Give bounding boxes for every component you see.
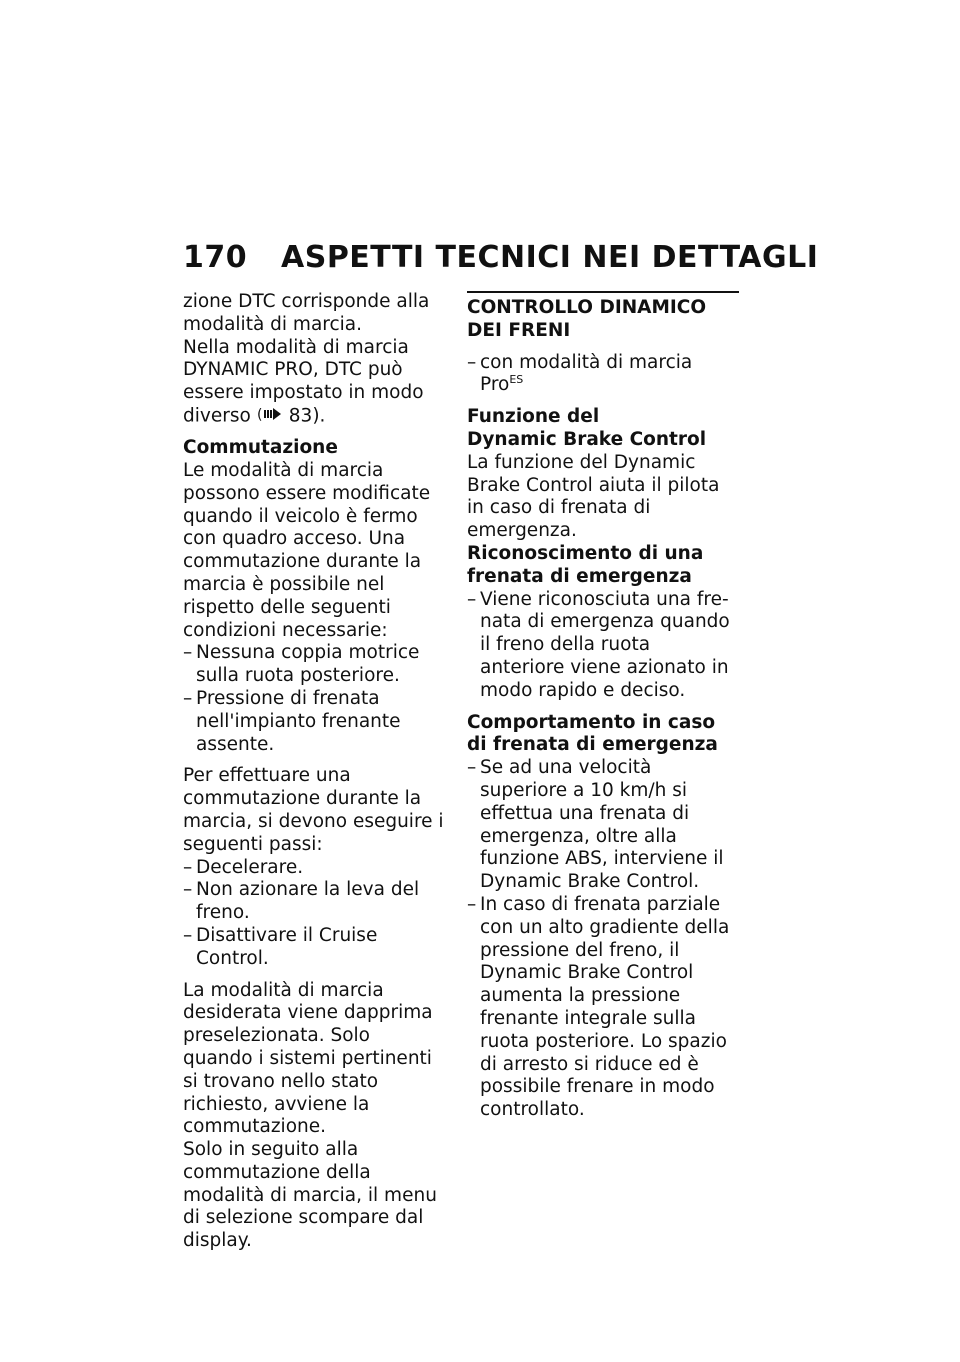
section-title: CONTROLLO DINAMICO DEI FRENI (467, 297, 707, 341)
paragraph-dynamic-pro-text: Nella modalità di marcia DYNAMIC PRO, DTC può essere impostato in modo diverso (183, 336, 424, 427)
list-item: – Viene riconosciuta una frenata di emergenza quando il freno della ruota anteriore viene azionato in modo rapido e deciso. (467, 589, 739, 703)
list-item: – Decelerare. (183, 857, 445, 880)
right-column (467, 291, 739, 1122)
paragraph-function: La funzione del Dynamic Brake Control aiuta il pilota in caso di frenata di emergenza. (467, 451, 720, 542)
arrow-right-icon (257, 405, 287, 428)
heading-recognition: Riconoscimento di una frenata di emergenza (467, 542, 704, 587)
list-item: – Nessuna coppia motrice sulla ruota posteriore. (183, 642, 445, 688)
paragraph-menu-disappears: Solo in seguito alla commutazione della modalità di marcia, il menu di selezione scompare dal display. (183, 1139, 437, 1252)
option-text: con modalità di marcia Pro (480, 351, 693, 396)
option-superscript: ES (509, 373, 524, 387)
paragraph-steps-intro: Per effettuare una commutazione durante la marcia, si devono eseguire i seguenti passi: (183, 765, 444, 855)
list-item: – In caso di frenata parziale con un alto gradiente della pressione del freno, il Dynamic Brake Control aumenta la pressione frenante integrale sulla ruota posteriore. Lo spazio di arresto si riduce ed è possibile frenare in modo controllato. (467, 894, 739, 1122)
recognition-list (467, 589, 739, 703)
conditions-list (183, 642, 445, 756)
page-header (183, 240, 819, 276)
option-item (467, 352, 739, 398)
page-number: 170 (183, 240, 248, 275)
paragraph-dtc-continuation: zione DTC corrisponde alla modalità di marcia. (183, 291, 430, 335)
list-item: – Se ad una velocità superiore a 10 km/h si effettua una frenata di emergenza, oltre alla funzione ABS, interviene il Dynamic Brake Control. (467, 757, 739, 894)
list-item: – Non azionare la leva del freno. (183, 879, 445, 925)
paragraph-dynamic-pro (183, 337, 445, 429)
paragraph-preselection: La modalità di marcia desiderata viene dapprima preselezionata. Solo quando i sistemi pertinenti si trovano nello stato richiesto, avviene la commutazione. (183, 979, 433, 1138)
svg-text:(: ( (256, 406, 263, 421)
section-rule (467, 291, 739, 293)
heading-function-line1: Funzione del (467, 406, 600, 428)
paragraph-commutazione: Le modalità di marcia possono essere modificate quando il veicolo è fermo con quadro acceso. Una commutazione durante la marcia è possibile nel rispetto delle seguenti condizioni necessarie: (183, 459, 431, 641)
chapter-title: ASPETTI TECNICI NEI DETTAGLI (281, 240, 819, 275)
heading-commutazione: Commutazione (183, 437, 338, 459)
list-item: – Pressione di frenata nell'impianto frenante assente. (183, 688, 445, 756)
left-column (183, 291, 445, 1253)
header-line (183, 240, 819, 276)
steps-list (183, 857, 445, 971)
list-item: – Disattivare il Cruise Control. (183, 925, 445, 971)
page-reference: 83). (288, 405, 326, 427)
behaviour-list (467, 757, 739, 1122)
heading-behaviour: Comportamento in caso di frenata di emergenza (467, 711, 718, 756)
option-line (467, 352, 739, 398)
heading-function-line2: Dynamic Brake Control (467, 428, 707, 450)
